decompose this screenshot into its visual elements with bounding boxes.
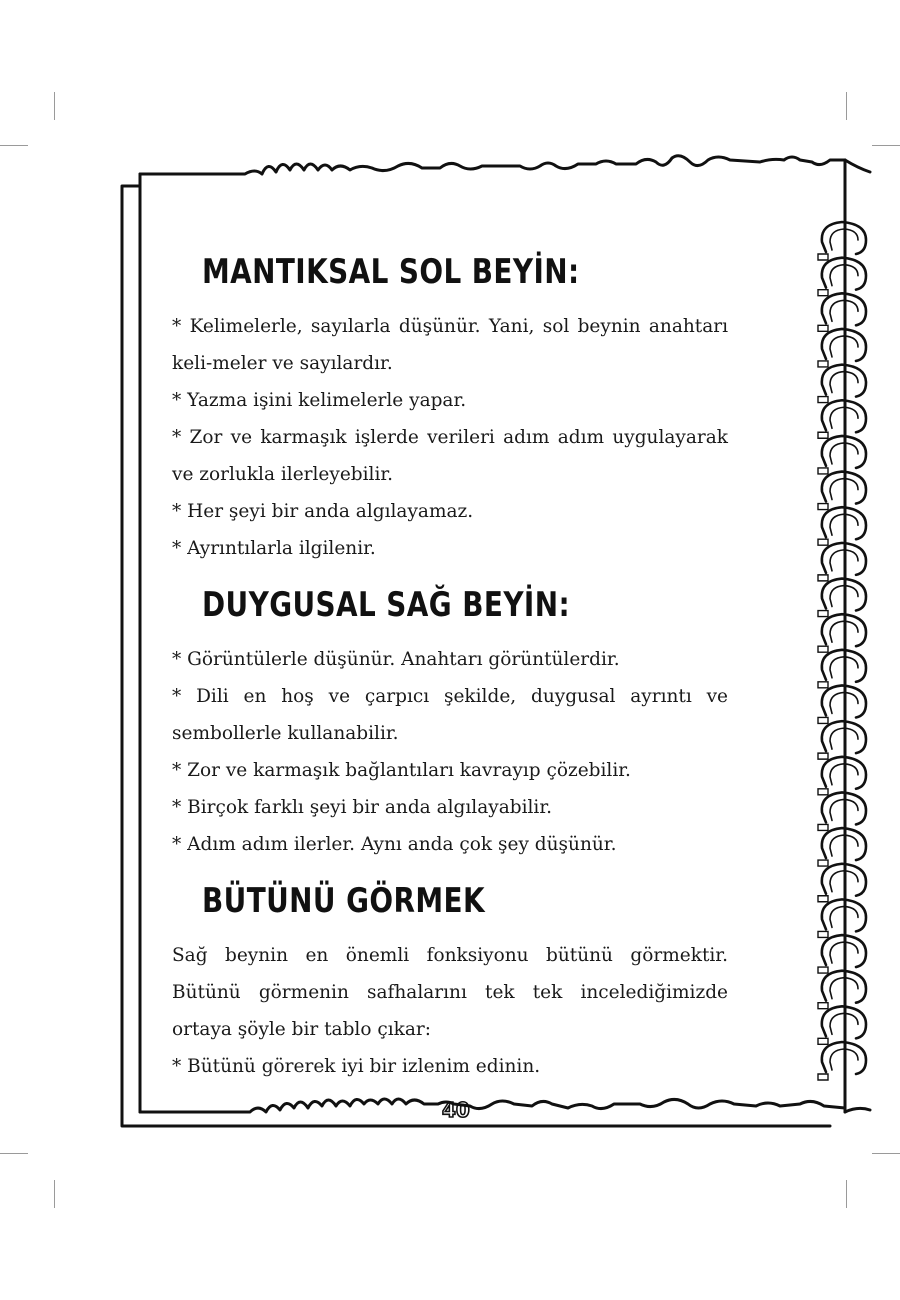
spiral-hole <box>818 1003 828 1009</box>
paragraph: Sağ beynin en önemli fonksiyonu bütünü görmektir. Bütünü görmenin safhalarını tek tek incelediğimizde ortaya şöyle bir tablo çıkar: <box>172 945 728 1040</box>
spiral-hole <box>818 325 828 331</box>
spiral-hole <box>818 254 828 260</box>
spiral-binding <box>818 222 866 1080</box>
paragraph: * Her şeyi bir anda algılayamaz. <box>172 501 474 522</box>
page-content <box>172 248 728 1099</box>
spiral-hole <box>818 611 828 617</box>
spiral-hole <box>818 896 828 902</box>
spiral-hole <box>818 575 828 581</box>
spiral-hole <box>818 717 828 723</box>
spiral-hole <box>818 753 828 759</box>
spiral-hole <box>818 682 828 688</box>
section-right-brain <box>172 581 728 863</box>
spiral-hole <box>818 860 828 866</box>
spiral-hole <box>818 361 828 367</box>
spiral-hole <box>818 967 828 973</box>
page-number: 40 <box>442 1098 470 1122</box>
spiral-hole <box>818 789 828 795</box>
paragraph: * Birçok farklı şeyi bir anda algılayabilir. <box>172 797 553 818</box>
section-heading: BÜTÜNÜ GÖRMEK <box>202 881 486 921</box>
spiral-hole <box>818 397 828 403</box>
spiral-hole <box>818 824 828 830</box>
paragraph: * Adım adım ilerler. Aynı anda çok şey düşünür. <box>172 834 617 855</box>
spiral-hole <box>818 432 828 438</box>
section-left-brain <box>172 248 728 567</box>
top-scribble-edge <box>140 156 845 174</box>
spiral-hole <box>818 931 828 937</box>
paragraph: * Kelimelerle, sayılarla düşünür. Yani, sol beynin anahtarı keli-meler ve sayılardır. <box>172 316 728 374</box>
paragraph: * Dili en hoş ve çarpıcı şekilde, duygusal ayrıntı ve sembollerle kullanabilir. <box>172 686 728 744</box>
spiral-hole <box>818 646 828 652</box>
paragraph: * Yazma işini kelimelerle yapar. <box>172 390 467 411</box>
paragraph: * Ayrıntılarla ilgilenir. <box>172 538 376 559</box>
spiral-hole <box>818 1074 828 1080</box>
spiral-hole <box>818 504 828 510</box>
section-seeing-whole <box>172 877 728 1085</box>
spiral-hole <box>818 468 828 474</box>
paragraph: * Görüntülerle düşünür. Anahtarı görüntülerdir. <box>172 649 620 670</box>
spiral-hole <box>818 1038 828 1044</box>
paragraph: * Bütünü görerek iyi bir izlenim edinin. <box>172 1056 541 1077</box>
spiral-hole <box>818 539 828 545</box>
spiral-hole <box>818 290 828 296</box>
bottom-scribble-edge <box>140 1099 845 1112</box>
section-heading: MANTIKSAL SOL BEYİN: <box>202 252 580 292</box>
paragraph: * Zor ve karmaşık bağlantıları kavrayıp çözebilir. <box>172 760 631 781</box>
paragraph: * Zor ve karmaşık işlerde verileri adım adım uygulayarak ve zorlukla ilerleyebilir. <box>172 427 728 485</box>
section-heading: DUYGUSAL SAĞ BEYİN: <box>202 585 571 625</box>
